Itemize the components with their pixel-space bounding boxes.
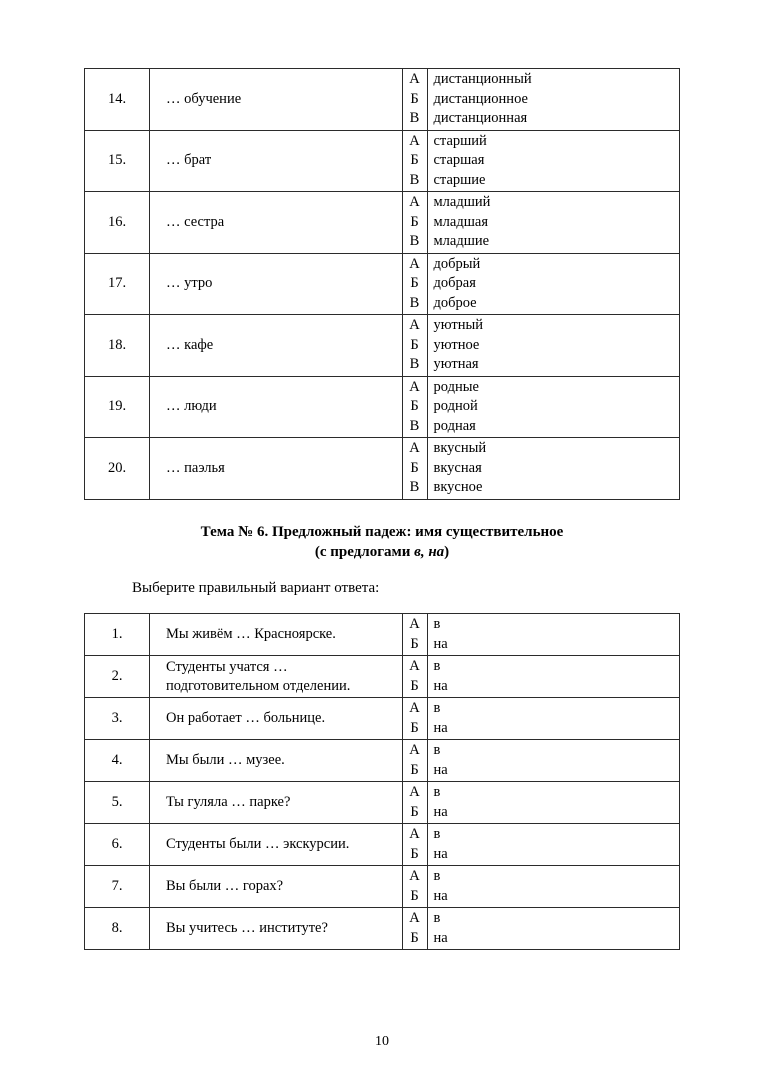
option-values xyxy=(427,782,680,824)
option-values xyxy=(427,698,680,740)
option-values xyxy=(427,614,680,656)
row-number: 19. xyxy=(85,376,150,438)
topic-suffix: ) xyxy=(444,543,450,560)
row-number: 5. xyxy=(85,782,150,824)
option-letter: В xyxy=(409,479,420,495)
option-value: в xyxy=(433,784,441,800)
option-value: уютный xyxy=(433,317,483,333)
option-letter: В xyxy=(409,294,420,311)
option-value: дистанционное xyxy=(433,90,528,107)
option-letter: Б xyxy=(410,152,419,168)
table-row xyxy=(85,740,680,782)
option-value: на xyxy=(433,677,448,694)
row-phrase: … паэлья xyxy=(150,438,403,500)
option-letter: Б xyxy=(410,761,419,778)
option-letter: А xyxy=(409,910,420,926)
row-phrase: … кафе xyxy=(150,315,403,377)
row-phrase: … обучение xyxy=(150,69,403,131)
option-letters xyxy=(402,782,427,824)
row-number: 4. xyxy=(85,740,150,782)
table-row xyxy=(85,376,680,438)
row-number: 20. xyxy=(85,438,150,500)
row-sentence: Ты гуляла … парке? xyxy=(150,782,403,824)
option-value: дистанционный xyxy=(433,71,532,87)
row-number: 1. xyxy=(85,614,150,656)
option-values xyxy=(427,376,680,438)
topic-prepositions: в, на xyxy=(414,543,445,560)
option-letter: В xyxy=(409,233,420,249)
option-values xyxy=(427,315,680,377)
row-phrase: … утро xyxy=(150,253,403,315)
table-row xyxy=(85,438,680,500)
option-value: в xyxy=(433,910,441,926)
option-value: на xyxy=(433,929,448,946)
option-letter: А xyxy=(409,317,420,333)
option-letter: Б xyxy=(410,459,419,476)
option-letter: В xyxy=(409,356,420,372)
option-value: младший xyxy=(433,194,491,210)
option-value: вкусный xyxy=(433,440,487,456)
option-letter: А xyxy=(409,826,420,842)
option-values xyxy=(427,69,680,131)
option-values xyxy=(427,192,680,254)
option-letter: А xyxy=(409,378,420,395)
option-letter: Б xyxy=(410,275,419,291)
table-row xyxy=(85,315,680,377)
row-number: 18. xyxy=(85,315,150,377)
option-values xyxy=(427,438,680,500)
option-letters xyxy=(402,866,427,908)
row-number: 16. xyxy=(85,192,150,254)
topic-heading-line1: Тема № 6. Предложный падеж: имя существительное xyxy=(200,523,564,540)
option-value: дистанционная xyxy=(433,110,528,126)
option-value: на xyxy=(433,887,448,904)
row-number: 15. xyxy=(85,130,150,192)
option-value: вкусное xyxy=(433,479,483,495)
option-value: на xyxy=(433,635,448,652)
option-value: на xyxy=(433,719,448,736)
row-sentence: Он работает … больнице. xyxy=(150,698,403,740)
table-row xyxy=(85,782,680,824)
option-letters xyxy=(402,656,427,698)
table-row xyxy=(85,614,680,656)
option-values xyxy=(427,824,680,866)
table-row xyxy=(85,824,680,866)
option-letter: Б xyxy=(410,213,419,230)
option-letter: А xyxy=(409,255,420,272)
option-value: в xyxy=(433,700,441,716)
option-letters xyxy=(402,740,427,782)
option-letter: В xyxy=(409,171,420,188)
row-number: 6. xyxy=(85,824,150,866)
option-letters xyxy=(402,438,427,500)
table-row xyxy=(85,253,680,315)
option-value: в xyxy=(433,658,441,674)
option-letter: Б xyxy=(410,677,419,694)
option-letters xyxy=(402,698,427,740)
option-value: добрая xyxy=(433,275,476,291)
option-value: старшие xyxy=(433,171,486,188)
page-number: 10 xyxy=(375,1034,389,1049)
option-letter: А xyxy=(409,868,420,884)
option-letters xyxy=(402,253,427,315)
option-value: старшая xyxy=(433,152,485,168)
option-values xyxy=(427,740,680,782)
option-value: уютная xyxy=(433,356,479,372)
option-value: старший xyxy=(433,132,487,149)
option-letters xyxy=(402,130,427,192)
option-value: младшие xyxy=(433,233,490,249)
option-letters xyxy=(402,908,427,950)
option-letter: А xyxy=(409,784,420,800)
adjective-agreement-table xyxy=(84,68,680,500)
option-value: на xyxy=(433,761,448,778)
row-sentence: Вы были … горах? xyxy=(150,866,403,908)
option-letter: А xyxy=(409,71,420,87)
option-value: в xyxy=(433,826,441,842)
option-letter: Б xyxy=(410,90,419,107)
option-value: родные xyxy=(433,378,479,395)
option-letters xyxy=(402,614,427,656)
option-values xyxy=(427,130,680,192)
row-number: 2. xyxy=(85,656,150,698)
table-row xyxy=(85,866,680,908)
option-letter: А xyxy=(409,440,420,456)
option-letter: Б xyxy=(410,719,419,736)
option-letter: Б xyxy=(410,635,419,652)
option-value: доброе xyxy=(433,294,477,311)
row-number: 7. xyxy=(85,866,150,908)
option-values xyxy=(427,253,680,315)
table-row xyxy=(85,908,680,950)
option-letter: Б xyxy=(410,929,419,946)
row-number: 3. xyxy=(85,698,150,740)
row-phrase: … брат xyxy=(150,130,403,192)
row-number: 17. xyxy=(85,253,150,315)
option-letter: Б xyxy=(410,845,419,862)
row-sentence: Студенты учатся … подготовительном отделении. xyxy=(150,656,403,698)
option-value: родная xyxy=(433,417,476,434)
option-letters xyxy=(402,315,427,377)
option-value: в xyxy=(433,616,441,632)
row-sentence: Студенты были … экскурсии. xyxy=(150,824,403,866)
option-letter: Б xyxy=(410,336,419,353)
option-values xyxy=(427,656,680,698)
option-value: родной xyxy=(433,398,478,414)
row-phrase: … сестра xyxy=(150,192,403,254)
option-letter: Б xyxy=(410,398,419,414)
option-letter: А xyxy=(409,700,420,716)
topic-heading xyxy=(84,522,680,563)
option-letter: А xyxy=(409,742,420,758)
option-value: на xyxy=(433,803,448,820)
option-letters xyxy=(402,69,427,131)
option-letter: В xyxy=(409,110,420,126)
option-values xyxy=(427,866,680,908)
table-row xyxy=(85,656,680,698)
row-sentence: Мы живём … Красноярске. xyxy=(150,614,403,656)
option-value: младшая xyxy=(433,213,488,230)
option-values xyxy=(427,908,680,950)
topic-prefix: (с предлогами xyxy=(314,543,415,560)
option-letter: А xyxy=(409,132,420,149)
option-letter: В xyxy=(409,417,420,434)
option-value: в xyxy=(433,742,441,758)
option-letter: А xyxy=(409,658,420,674)
option-letters xyxy=(402,376,427,438)
option-letter: Б xyxy=(410,887,419,904)
table-row xyxy=(85,698,680,740)
prepositional-case-table xyxy=(84,613,680,950)
option-value: добрый xyxy=(433,255,481,272)
row-number: 14. xyxy=(85,69,150,131)
option-value: вкусная xyxy=(433,459,482,476)
table-row xyxy=(85,130,680,192)
option-letter: А xyxy=(409,194,420,210)
row-sentence: Мы были … музее. xyxy=(150,740,403,782)
option-letters xyxy=(402,824,427,866)
option-letters xyxy=(402,192,427,254)
instruction-text: Выберите правильный вариант ответа: xyxy=(132,580,380,596)
option-value: в xyxy=(433,868,441,884)
option-value: уютное xyxy=(433,336,480,353)
table-row xyxy=(85,192,680,254)
topic-heading-line2 xyxy=(84,542,680,562)
row-number: 8. xyxy=(85,908,150,950)
option-letter: Б xyxy=(410,803,419,820)
option-letter: А xyxy=(409,616,420,632)
table-row xyxy=(85,69,680,131)
row-sentence: Вы учитесь … институте? xyxy=(150,908,403,950)
option-value: на xyxy=(433,845,448,862)
row-phrase: … люди xyxy=(150,376,403,438)
